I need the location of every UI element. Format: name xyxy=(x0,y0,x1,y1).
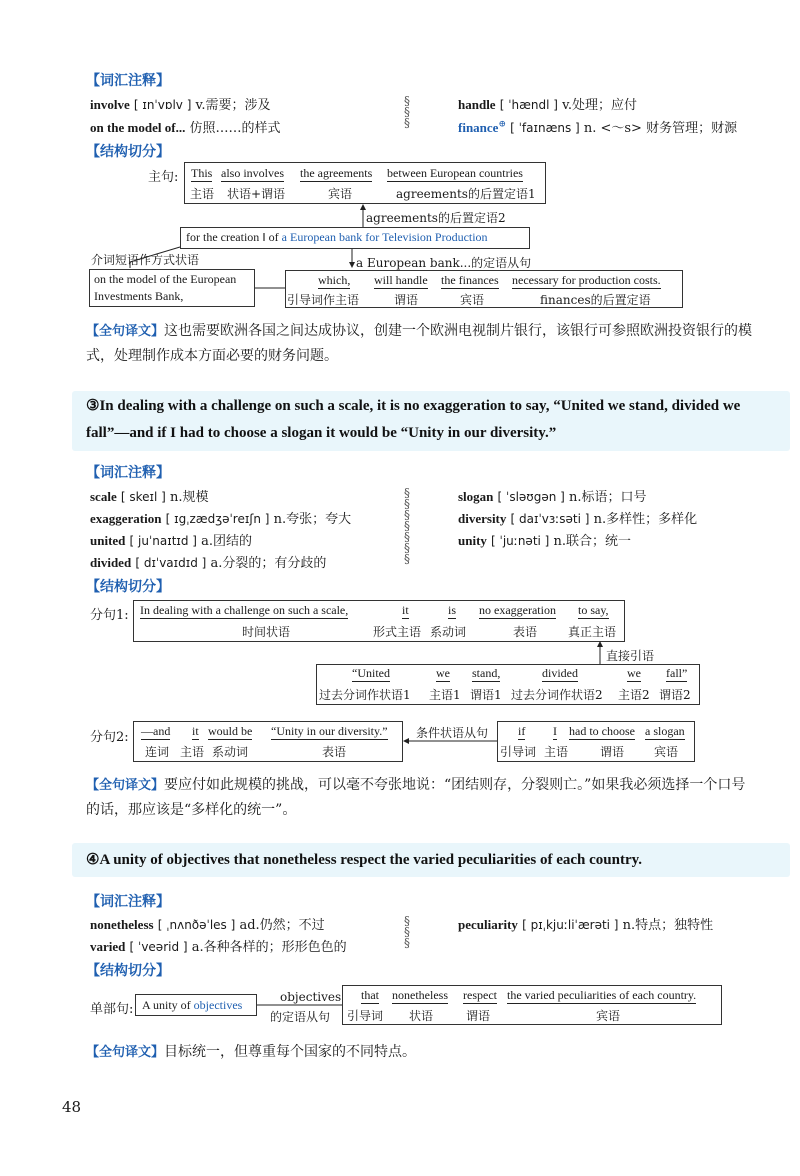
attr2-label: agreements的后置定语2 xyxy=(366,211,506,225)
role-label: 引导词 xyxy=(500,745,537,759)
clause-word: which, xyxy=(318,273,351,287)
translation-1: 【全句译文】这也需要欧洲各国之间达成协议，创建一个欧洲电视制片银行，该银行可参照欧洲投资银行的模式，处理制作成本方面必要的财务问题。 xyxy=(86,323,753,364)
role-label: 谓语 xyxy=(600,745,625,759)
role-label: 宾语 xyxy=(460,293,485,307)
vocab-header-2: 【词汇注释】 xyxy=(86,465,170,481)
clause-word: —and xyxy=(141,724,171,738)
objectives-word: objectives xyxy=(280,990,342,1004)
struct-header-1: 【结构切分】 xyxy=(86,144,170,160)
clause-word: nonetheless xyxy=(392,988,448,1002)
vocab-entry: finance⊕ [ ˈfaɪnæns ] n. <～s> 财务管理；财源 xyxy=(458,119,738,136)
clause-word: divided xyxy=(542,666,578,680)
clause-word: a slogan xyxy=(645,724,685,738)
role-label: 系动词 xyxy=(212,745,249,759)
clause-word: if xyxy=(518,724,526,738)
role-label: 谓语1 xyxy=(470,688,502,702)
struct-header-3: 【结构切分】 xyxy=(86,963,170,979)
role-label: 状语 xyxy=(409,1009,434,1023)
vocab-header-3: 【词汇注释】 xyxy=(86,894,170,910)
clause-word: necessary for production costs. xyxy=(512,273,661,287)
clause-word: to say, xyxy=(578,603,609,617)
clause-word: “United xyxy=(352,666,390,680)
vocab-entry: involve [ ɪnˈvɒlv ] v.需要；涉及 xyxy=(90,97,271,113)
model-phrase: on the model of the European Investments Bank, xyxy=(94,272,237,303)
clause-word: the varied peculiarities of each country. xyxy=(507,988,697,1002)
role-label: 主语 xyxy=(544,745,569,759)
single-sentence-label: 单部句: xyxy=(90,1002,134,1017)
clause-word: stand, xyxy=(472,666,501,680)
role-label: 过去分词作状语2 xyxy=(511,688,603,702)
connector xyxy=(130,247,180,268)
clause-word: between European countries xyxy=(387,166,523,180)
role-label: finances的后置定语 xyxy=(540,293,651,307)
role-label: 引导词作主语 xyxy=(287,293,360,307)
clause-word: no exaggeration xyxy=(479,603,556,617)
clause-word: that xyxy=(361,988,379,1002)
vocab-entry: scale [ skeɪl ] n.规模 xyxy=(90,489,209,505)
sentence-3: ③In dealing with a challenge on such a scale, it is no exaggeration to say, “United we stand, divided we fall”—and if I had to choose a slogan it would be “Unity in our diversity.” xyxy=(86,398,741,441)
vocab-header-1: 【词汇注释】 xyxy=(86,73,170,89)
role-label: 形式主语 xyxy=(373,625,422,639)
clause-word: the finances xyxy=(441,273,499,287)
vocab-entry: diversity [ daɪˈvɜːsəti ] n.多样性；多样化 xyxy=(458,511,698,527)
role-label: 宾语 xyxy=(328,187,353,201)
wavy-divider: § § § xyxy=(404,94,410,130)
vocab-entry: exaggeration [ ɪgˌzædʒəˈreɪʃn ] n.夸张；夸大 xyxy=(90,511,352,527)
role-label: 引导词 xyxy=(347,1009,384,1023)
vocab-entry: nonetheless [ ˌnʌnðəˈles ] ad.仍然；不过 xyxy=(90,917,325,933)
creation-phrase: for the creation ‖ of a European bank for Television Production xyxy=(186,230,488,244)
wavy-divider: § § § § § § § xyxy=(404,486,410,566)
clause2-label: 分句2: xyxy=(90,730,129,745)
role-label: 宾语 xyxy=(596,1009,621,1023)
clause-word: will handle xyxy=(374,273,428,287)
objectives-role: 的定语从句 xyxy=(270,1010,331,1024)
vocab-entry: peculiarity [ pɪˌkjuːliˈærəti ] n.特点；独特性 xyxy=(458,917,714,933)
vocab-entry: divided [ dɪˈvaɪdɪd ] a.分裂的；有分歧的 xyxy=(90,555,327,571)
clause-word: In dealing with a challenge on such a scale, xyxy=(140,603,349,617)
clause-word: the agreements xyxy=(300,166,373,180)
role-label: 主语1 xyxy=(429,688,461,702)
role-label: 真正主语 xyxy=(568,625,617,639)
role-label: agreements的后置定语1 xyxy=(396,187,536,201)
clause-word: it xyxy=(192,724,199,738)
page-number: 48 xyxy=(62,1098,82,1116)
wavy-divider: § § § xyxy=(404,914,410,950)
role-label: 表语 xyxy=(513,625,538,639)
clause-word: it xyxy=(402,603,409,617)
advanced-mark-icon: ⊕ xyxy=(498,119,506,130)
clause-word: fall” xyxy=(666,666,688,680)
clause-word: This xyxy=(191,166,213,180)
translation-2: 【全句译文】要应付如此规模的挑战，可以毫不夸张地说：“团结则存，分裂则亡。”如果我必须选择一个口号的话，那应该是“多样化的统一”。 xyxy=(86,777,746,818)
vocab-entry: on the model of... 仿照……的样式 xyxy=(90,120,281,136)
role-label: 过去分词作状语1 xyxy=(319,688,411,702)
clause-word: “Unity in our diversity.” xyxy=(271,724,388,738)
role-label: 系动词 xyxy=(430,625,467,639)
struct-header-2: 【结构切分】 xyxy=(86,579,170,595)
vocab-entry: united [ juˈnaɪtɪd ] a.团结的 xyxy=(90,533,253,549)
clause-word: we xyxy=(436,666,450,680)
role-label: 主语 xyxy=(180,745,205,759)
vocab-entry: handle [ ˈhændl ] v.处理；应付 xyxy=(458,97,638,113)
clause-word: I xyxy=(553,724,557,738)
vocab-entry: unity [ ˈjuːnəti ] n.联合；统一 xyxy=(458,533,632,549)
role-label: 主语2 xyxy=(618,688,650,702)
sentence-4: ④A unity of objectives that nonetheless respect the varied peculiarities of each country. xyxy=(86,852,643,868)
clause-word: we xyxy=(627,666,641,680)
role-label: 时间状语 xyxy=(242,625,291,639)
direct-quote-label: 直接引语 xyxy=(606,649,655,663)
role-label: 表语 xyxy=(322,745,347,759)
role-label: 谓语 xyxy=(466,1009,491,1023)
clause-word: also involves xyxy=(221,166,284,180)
clause1-label: 分句1: xyxy=(90,608,129,623)
vocab-entry: varied [ ˈveərid ] a.各种各样的；形形色色的 xyxy=(90,939,347,955)
role-label: 宾语 xyxy=(654,745,679,759)
role-label: 主语 xyxy=(190,187,215,201)
main-clause-label: 主句: xyxy=(148,170,179,185)
role-label: 谓语 xyxy=(394,293,419,307)
translation-3: 【全句译文】目标统一，但尊重每个国家的不同特点。 xyxy=(86,1044,417,1060)
bank-clause-label: a European bank...的定语从句 xyxy=(356,256,532,270)
prep-phrase-label: 介词短语作方式状语 xyxy=(91,253,200,267)
clause-word: respect xyxy=(463,988,497,1002)
clause-word: had to choose xyxy=(569,724,635,738)
role-label: 谓语2 xyxy=(659,688,691,702)
clause-word: would be xyxy=(208,724,253,738)
clause-word: is xyxy=(448,603,457,617)
role-label: 连词 xyxy=(145,745,170,759)
unity-phrase: A unity of objectives xyxy=(142,998,243,1012)
condition-label: 条件状语从句 xyxy=(416,726,489,740)
role-label: 状语+谓语 xyxy=(227,187,286,201)
vocab-entry: slogan [ ˈsləʊgən ] n.标语；口号 xyxy=(458,489,647,505)
